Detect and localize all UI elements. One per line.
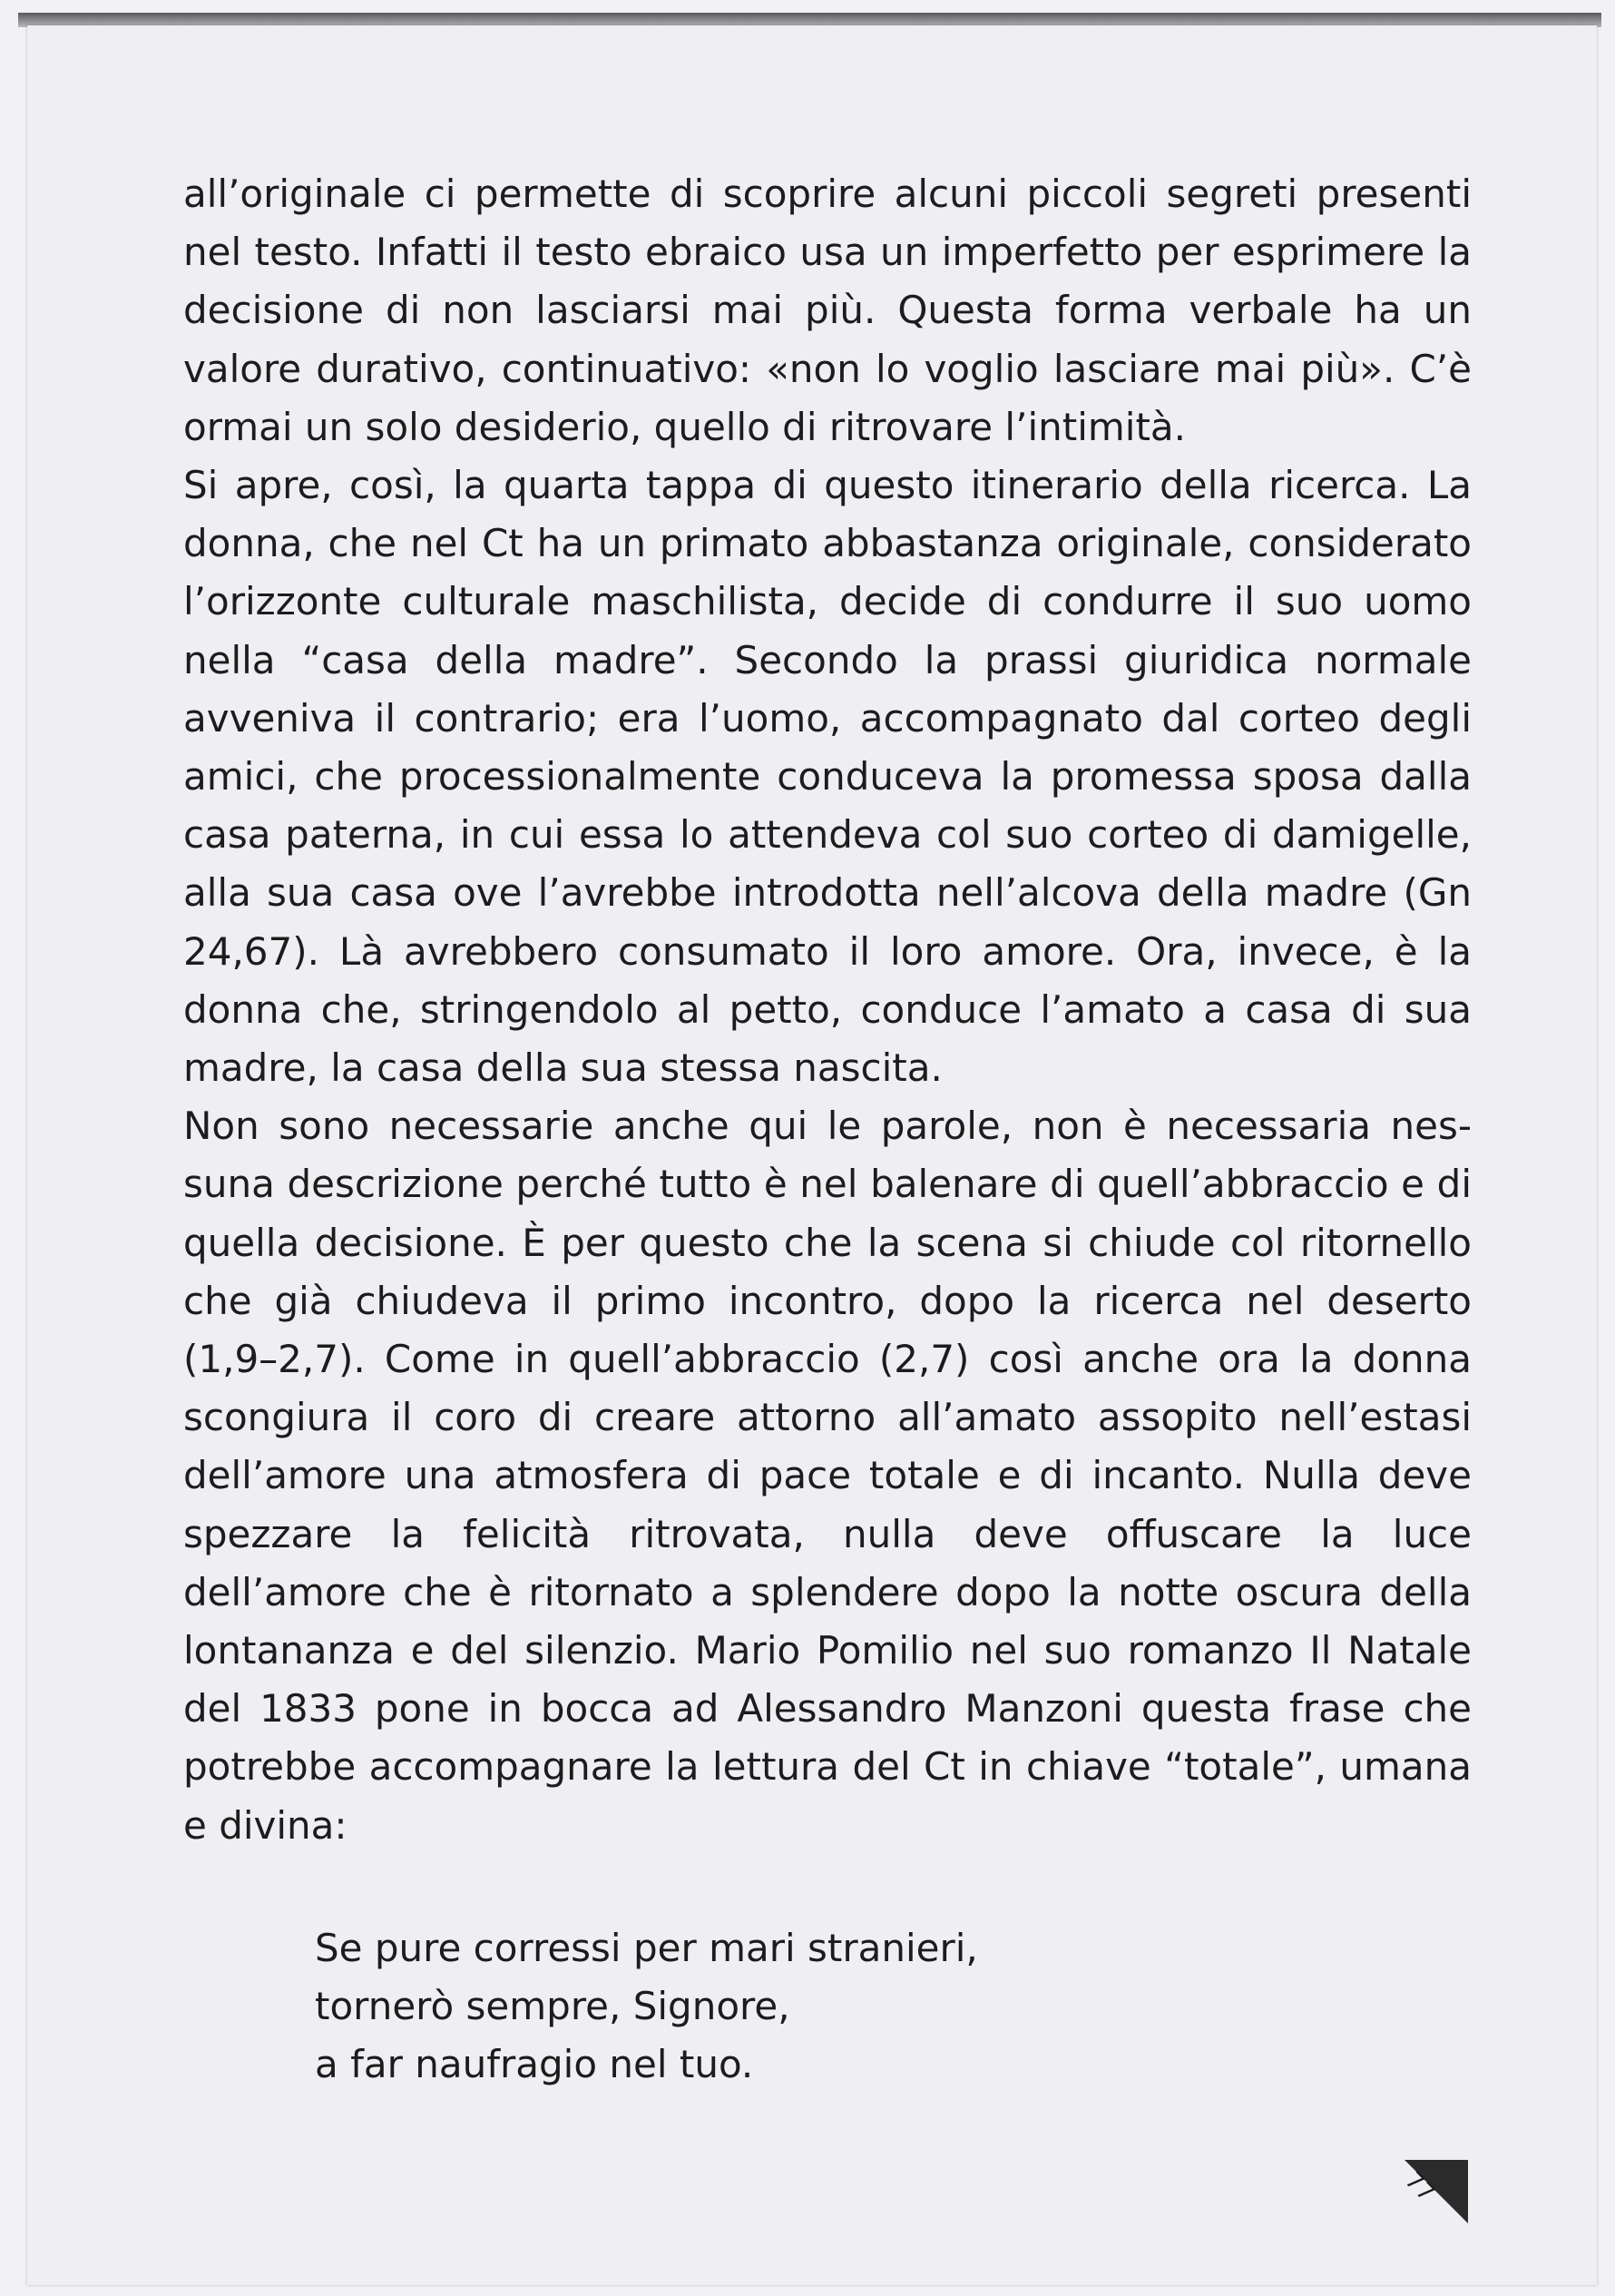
paragraph-1: all’originale ci permette di scoprire alcuni piccoli segreti presenti nel testo. Infatti il testo ebraico usa un imperfetto per esprimere la decisione di non lasciarsi mai più. Questa forma verbale ha un valore durativo, continuativo: «non lo voglio lasciare mai più». C’è ormai un solo desiderio, quello di ritrovare l’intimità. [183, 172, 1472, 449]
verse-line-1: Se pure corressi per mari stranieri, [315, 1926, 978, 1970]
paragraph-3: Non sono necessarie anche qui le parole, non è necessaria nessuna descrizione perché tutto è nel balenare di quell’abbraccio e di quella decisione. È per questo che la scena si chiude col ritornello che già chiudeva il primo incontro, dopo la ricerca nel deserto (1,9–2,7). Come in quell’abbraccio (2,7) così anche ora la donna scongiura il coro di creare attorno all’amato assopito nell’estasi dell’amore una atmosfera di pace totale e di incanto. Nulla deve spezzare la felicità ritrovata, nulla deve offuscare la luce dell’amore che è ritornato a splendere dopo la notte oscura della lontananza e del silenzio. Mario Pomilio nel suo romanzo Il Natale del 1833 pone in bocca ad Alessandro Manzoni questa frase che potrebbe accompagnare la lettura del Ct in chiave “totale”, umana e divina: [183, 1104, 1472, 1848]
verse-line-2: tornerò sempre, Signore, [315, 1984, 790, 2028]
body-text [183, 165, 1472, 1855]
page-number: 77 [1399, 2166, 1440, 2208]
paragraph-2: Si apre, così, la quarta tappa di questo itinerario della ricerca. La donna, che nel Ct ha un primato abbastanza originale, considerato l’orizzonte culturale maschilista, decide di condurre il suo uomo nella “casa della madre”. Secondo la prassi giuridica normale avveniva il contrario; era l’uomo, accompagnato dal corteo degli amici, che processionalmente conduceva la promessa sposa dalla casa paterna, in cui essa lo attendeva col suo corteo di damigelle, alla sua casa ove l’avrebbe introdotta nell’alcova della madre (Gn 24,67). Là avrebbero consumato il loro amore. Ora, invece, è la donna che, stringendolo al petto, conduce l’amato a casa di sua madre, la casa della sua stessa nascita. [183, 463, 1472, 1091]
verse-line-3: a far naufragio nel tuo. [315, 2042, 754, 2086]
quoted-verse [315, 1919, 978, 2094]
